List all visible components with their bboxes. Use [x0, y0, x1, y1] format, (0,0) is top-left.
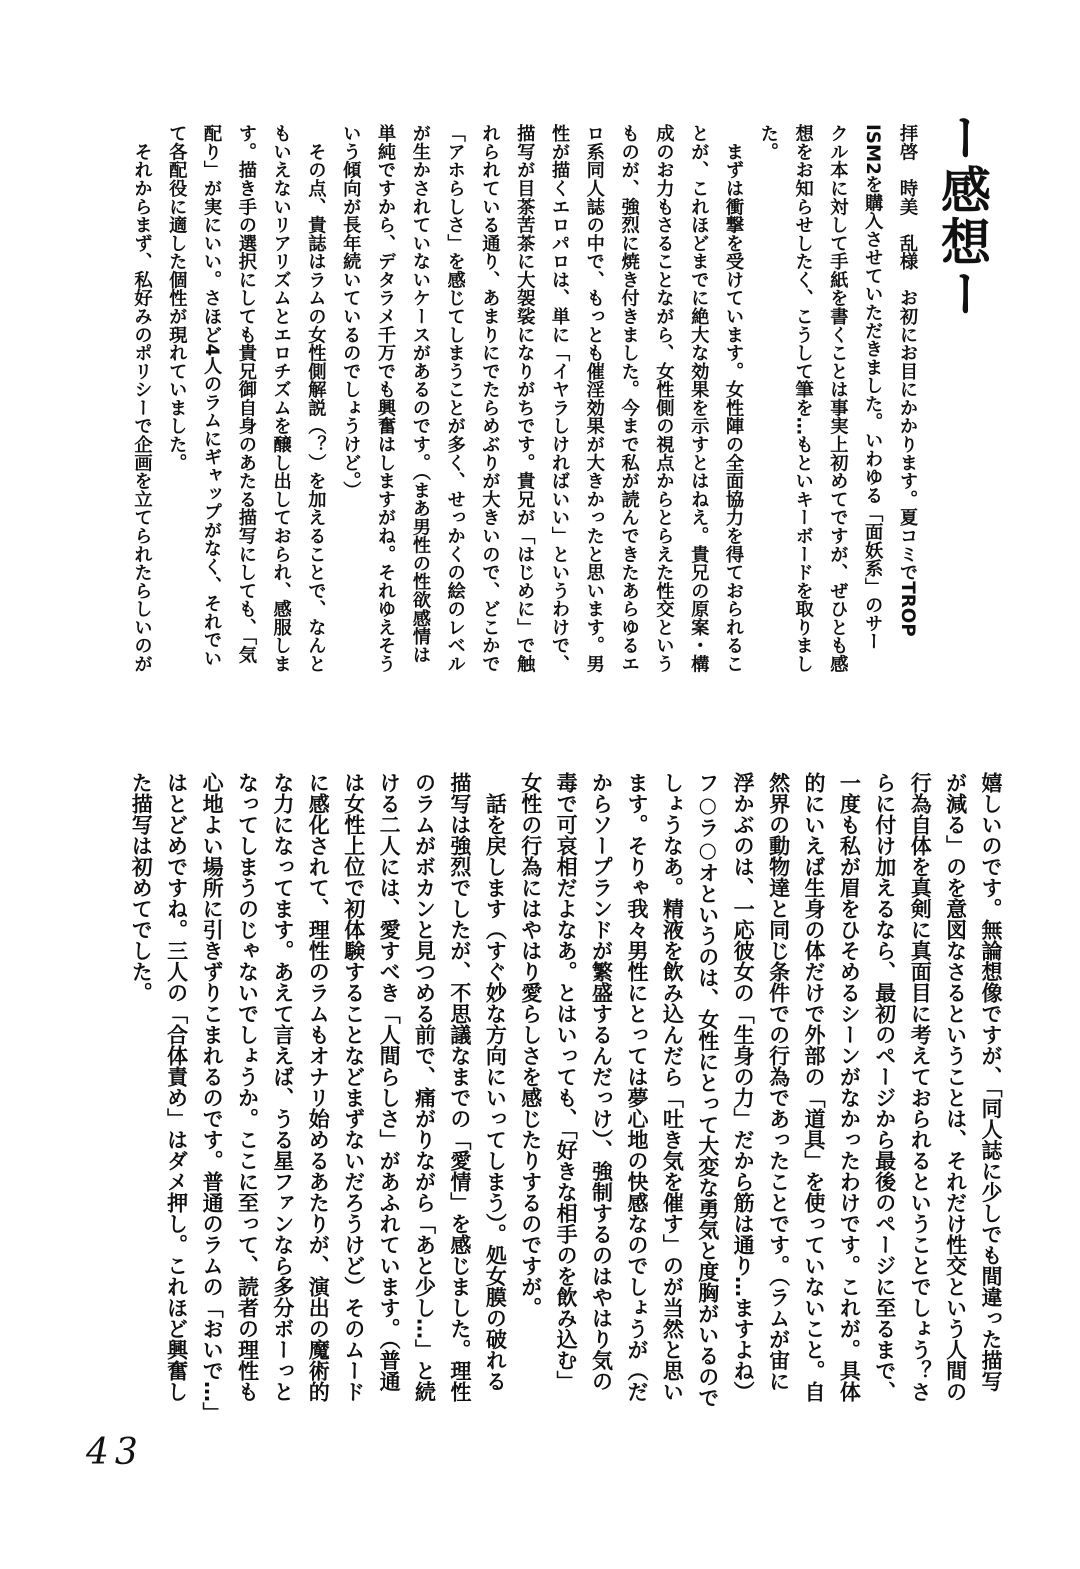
title-text: ー感想ー	[933, 112, 991, 320]
text-column: 心地よい場所に引きずりこまれるのです。普通のラムの「おいで…」	[200, 772, 225, 1423]
letter-text-upper	[124, 124, 924, 699]
text-column: ける二人には、愛すべき「人間らしさ」があふれています。（普通	[377, 772, 402, 1392]
text-column: な力になってます。あえて言えば、うる星ファンなら多分ボーっと	[270, 772, 295, 1402]
text-column: 毒で可哀相だよなあ。とはいっても、「好きな相手のを飲み込む」	[554, 772, 579, 1392]
text-column: 単純ですから、デタラメ千万でも興奮はしますがね。それゆえそう	[375, 124, 397, 673]
text-column: ISM2を購入させていただきました。いわゆる「面妖系」のサー	[862, 124, 884, 651]
text-column: が生かされていないケースがあるのです。（まあ男性の性欲感情は	[409, 124, 431, 664]
article-title	[932, 112, 992, 472]
text-column: それからまず、私好みのポリシーで企画を立てられたらしいのが	[131, 124, 153, 673]
text-column: 性が描くエロパロは、単に「イヤラしければいい」というわけで、	[549, 124, 571, 673]
text-column: 的にいえば生身の体だけで外部の「道具」を使っていないこと。自	[801, 772, 826, 1402]
text-column: 然界の動物達と同じ条件での行為であったことです。（ラムが宙に	[766, 772, 791, 1392]
text-column: に感化されて、理性のラムもオナリ始めるあたりが、演出の魔術的	[306, 772, 331, 1402]
text-column: はとどめですね。三人の「合体責め」はダメ押し。これほど興奮し	[164, 772, 189, 1402]
text-column: 想をお知らせしたく、こうして筆を…もといキーボードを取りまし	[792, 124, 814, 673]
text-column: は女性上位で初体験することなどまずないだろうけど）そのムード	[341, 772, 366, 1402]
text-column: しょうなあ。精液を飲み込んだら「吐き気を催す」のが当然と思い	[660, 772, 685, 1402]
letter-text-lower	[123, 772, 1008, 1437]
text-column: 一度も私が眉をひそめるシーンがなかったわけです。これが。具体	[837, 772, 862, 1402]
text-column: フ○ラ○オというのは、女性にとって大変な勇気と度胸がいるので	[695, 772, 720, 1408]
text-column: まずは衝撃を受けています。女性陣の全面協力を得ておられるこ	[723, 124, 745, 673]
text-column: 拝啓 時美 乱様 お初にお目にかかります。夏コミでTROP	[897, 124, 918, 637]
text-column: た描写は初めてでした。	[129, 772, 154, 1003]
text-column: ものが、強烈に焼き付きました。今まで私が読んできたあらゆるエ	[618, 124, 640, 673]
text-column: のラムがボカンと見つめる前で、痛がりながら「あと少し…」と続	[412, 772, 437, 1402]
text-column: クル本に対して手紙を書くことは事実上初めてですが、ぜひとも感	[827, 124, 849, 673]
text-column: ます。そりゃ我々男性にとっては夢心地の快感なのでしょうが（だ	[624, 772, 649, 1402]
text-column: らに付け加えるなら、最初のページから最後のページに至るまで、	[872, 772, 897, 1402]
page-number: 43	[86, 1432, 144, 1473]
text-column: からソープランドが繁盛するんだっけ）、強制するのはやはり気の	[589, 772, 614, 1392]
text-column: た。	[757, 124, 779, 161]
text-column: 成のお力もさることながら、女性側の視点からとらえた性交という	[653, 124, 675, 673]
text-column: す。描き手の選択にしても貴兄御自身のあたる描写にしても、「気	[235, 124, 257, 664]
text-column: 女性の行為にはやはり愛らしさを感じたりするのですが。	[518, 772, 543, 1318]
text-column: なってしまうのじゃないでしょうか。ここに至って、読者の理性も	[235, 772, 260, 1402]
text-column: その点、貴誌はラムの女性側解説（？）を加えることで、なんと	[305, 124, 327, 673]
text-column: て各配役に適した個性が現れていました。	[166, 124, 188, 472]
text-column: 話を戻します（すぐ妙な方向にいってしまう）。処女膜の破れる	[483, 772, 508, 1392]
text-column: とが、これほどまでに絶大な効果を示すとはねえ。貴兄の原案・構	[688, 124, 710, 673]
text-column: 描写は強烈でしたが、不思議なまでの「愛情」を感じました。理性	[447, 772, 472, 1402]
text-column: 行為自体を真剣に真面目に考えておられるということでしょう？さ	[908, 772, 933, 1402]
text-column: 嬉しいのです。無論想像ですが、「同人誌に少しでも間違った描写	[979, 772, 1003, 1392]
text-column: いう傾向が長年続いているのでしょうけど。）	[340, 124, 362, 499]
text-column: れられている通り、あまりにでたらめぶりが大きいので、どこかで	[479, 124, 501, 673]
text-column: が減る」のを意図なさるということは、それだけ性交という人間の	[943, 772, 968, 1402]
text-column: 配り」が実にいい。さほど4人のラムにギャップがなく、それでい	[201, 124, 223, 668]
text-column: 「アホらしさ」を感じてしまうことが多く、せっかくの絵のレベル	[444, 124, 466, 673]
text-column: ロ系同人誌の中で、もっとも催淫効果が大きかったと思います。男	[583, 124, 605, 673]
text-column: もいえないリアリズムとエロチズムを醸し出しておられ、感服しま	[270, 124, 292, 673]
text-column: 浮かぶのは、一応彼女の「生身の力」だから筋は通り…ますよね）	[731, 772, 756, 1402]
text-column: 描写が目茶苦茶に大袈裟になりがちです。貴兄が「はじめに」で触	[514, 124, 536, 673]
